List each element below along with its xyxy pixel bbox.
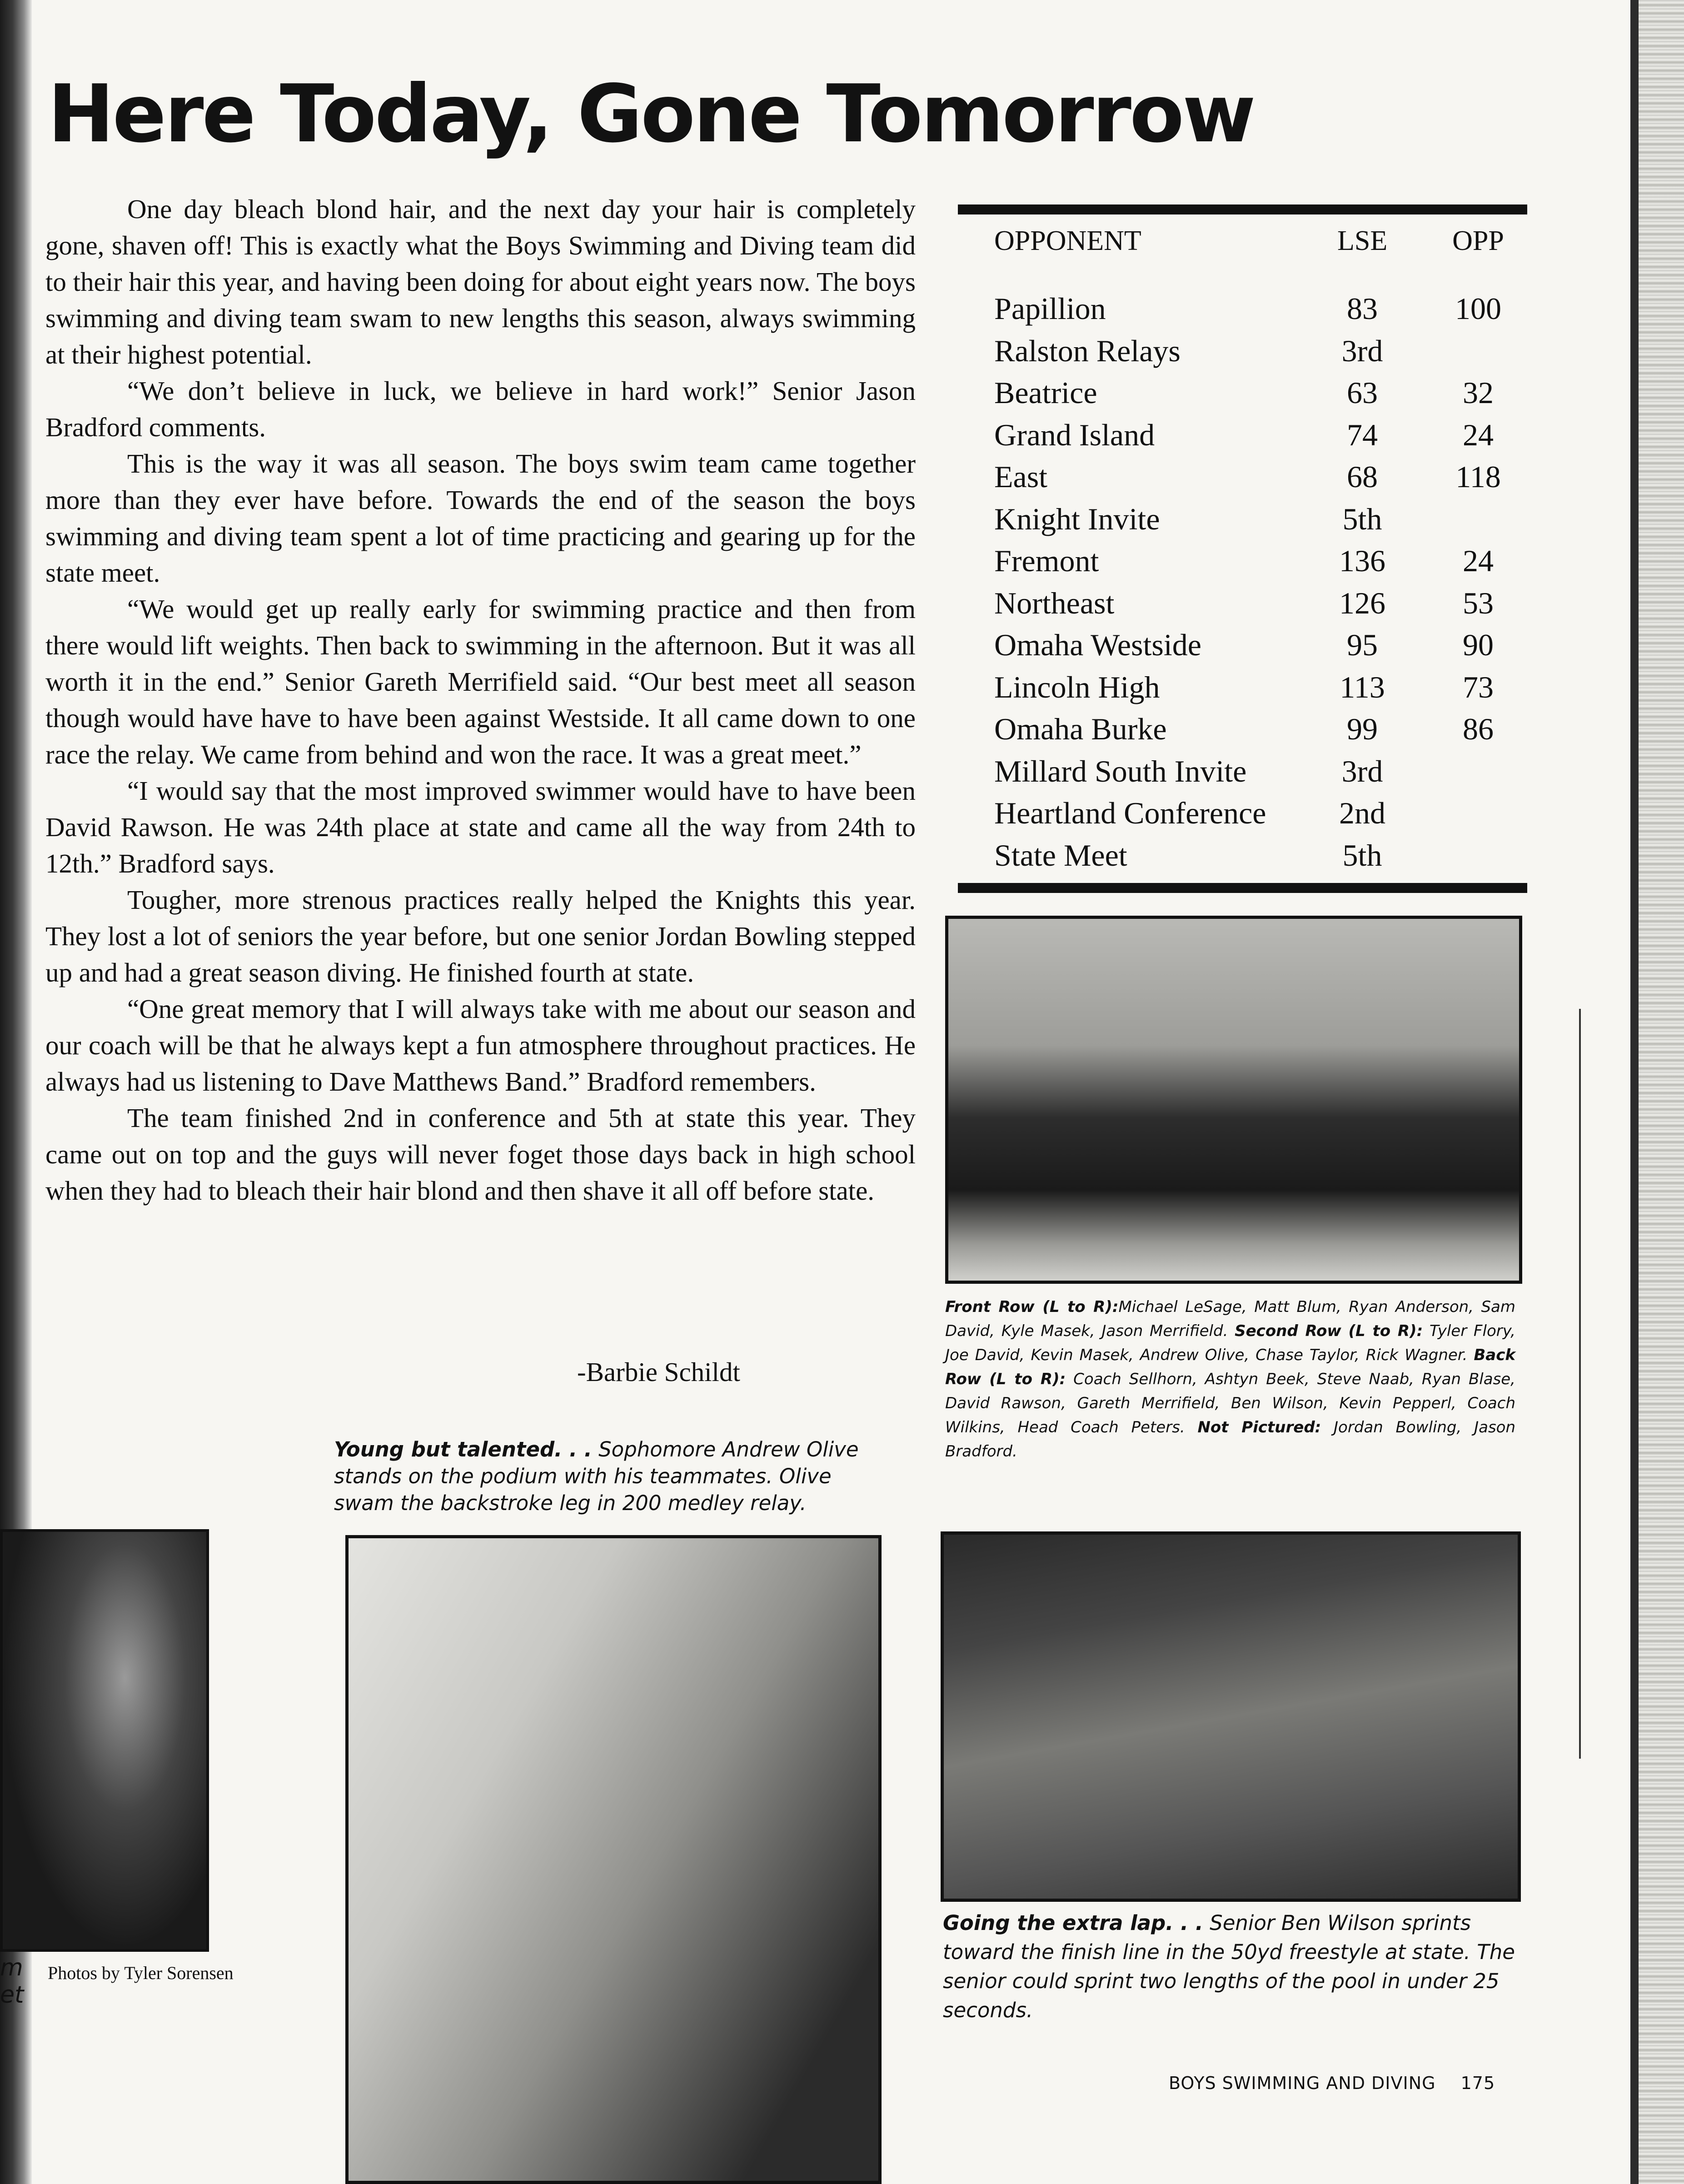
table-row bbox=[994, 291, 1527, 333]
lse-cell: 136 bbox=[1339, 544, 1385, 578]
article-body bbox=[45, 191, 916, 1209]
olive-photo-caption bbox=[334, 1436, 893, 1516]
byline: -Barbie Schildt bbox=[577, 1357, 740, 1387]
table-bottom-rule bbox=[958, 883, 1527, 893]
table-row bbox=[994, 543, 1527, 585]
caption-lead: Going the extra lap. . . bbox=[943, 1911, 1203, 1935]
opp-cell: 100 bbox=[1455, 291, 1501, 326]
table-row bbox=[994, 627, 1527, 669]
caption-label: Back Row (L to R): bbox=[945, 1346, 1515, 1388]
caption-text: Senior Ben Wilson sprints toward the finish line in the 50yd freestyle at state. The senior could sprint two lengths of the pool in under 25 seconds. bbox=[943, 1911, 1515, 2022]
opp-cell: 90 bbox=[1463, 628, 1494, 662]
photo-credit: Photos by Tyler Sorensen bbox=[48, 1963, 234, 1983]
caption-text: Sophomore Andrew Olive stands on the podium with his teammates. Olive swam the backstroke leg in 200 medley relay. bbox=[334, 1437, 859, 1515]
scoreboard-table bbox=[958, 204, 1527, 893]
opp-cell: 73 bbox=[1463, 669, 1494, 704]
opponent-cell: Beatrice bbox=[994, 375, 1097, 410]
table-row bbox=[994, 838, 1527, 879]
lse-cell: 74 bbox=[1347, 417, 1378, 452]
caption-text: Coach Sellhorn, Ashtyn Beek, Steve Naab, Ryan Blase, David Rawson, Gareth Merrifield, Ben Wilson, Kevin Pepperl, Coach Wilkins, Head Coach Peters. bbox=[945, 1370, 1515, 1436]
opponent-cell: East bbox=[994, 459, 1048, 494]
opp-cell: 24 bbox=[1463, 417, 1494, 452]
caption-text: Jordan Bowling, Jason Bradford. bbox=[945, 1418, 1516, 1461]
podium-photo bbox=[345, 1535, 882, 2184]
table-row bbox=[994, 753, 1527, 795]
team-photo-caption bbox=[945, 1295, 1515, 1464]
table-top-rule bbox=[958, 204, 1527, 214]
left-page-photo bbox=[0, 1529, 209, 1952]
opp-cell: 24 bbox=[1463, 544, 1494, 578]
opponent-cell: Omaha Burke bbox=[994, 712, 1167, 746]
page-edge bbox=[1639, 0, 1684, 2184]
lse-cell: 3rd bbox=[1341, 333, 1383, 368]
paragraph: One day bleach blond hair, and the next day your hair is completely gone, shaven off! This is exactly what the Boys Swimming and Diving team did to their hair this year, and having been doing for about eight years now. The boys swimming and diving team swam to new lengths this season, always swimming at their highest potential. bbox=[45, 194, 916, 369]
header-lse: LSE bbox=[1337, 225, 1388, 256]
swimmer-photo bbox=[941, 1531, 1521, 1902]
opponent-cell: Lincoln High bbox=[994, 669, 1160, 704]
header-opp: OPP bbox=[1452, 225, 1504, 256]
caption-label: Second Row (L to R): bbox=[1235, 1322, 1423, 1340]
lse-cell: 3rd bbox=[1341, 753, 1383, 788]
table-row bbox=[994, 501, 1527, 543]
lse-cell: 5th bbox=[1342, 501, 1382, 536]
opponent-cell: State Meet bbox=[994, 838, 1127, 873]
paragraph: “I would say that the most improved swimmer would have to have been David Rawson. He was 24th place at state and came all the way from 24th to 12th.” Bradford says. bbox=[45, 776, 916, 878]
table-row bbox=[994, 417, 1527, 459]
table-row bbox=[994, 669, 1527, 711]
paragraph: The team finished 2nd in conference and 5th at state this year. They came out on top and the guys will never foget those days back in high school when they had to bleach their hair blond and then shave it all off before state. bbox=[45, 1103, 916, 1206]
caption-label: Front Row (L to R): bbox=[945, 1298, 1119, 1316]
table-row bbox=[994, 795, 1527, 837]
lse-cell: 126 bbox=[1339, 585, 1385, 620]
paragraph: Tougher, more strenous practices really helped the Knights this year. They lost a lot of seniors the year before, but one senior Jordan Bowling stepped up and had a great season diving. He finished fourth at state. bbox=[45, 885, 916, 987]
opponent-cell: Omaha Westside bbox=[994, 628, 1201, 662]
opponent-cell: Ralston Relays bbox=[994, 333, 1181, 368]
opp-cell: 32 bbox=[1463, 375, 1494, 410]
opponent-cell: Grand Island bbox=[994, 417, 1155, 452]
lse-cell: 68 bbox=[1347, 459, 1378, 494]
fragment-text: m bbox=[0, 1954, 23, 1981]
page-title: Here Today, Gone Tomorrow bbox=[48, 68, 1254, 160]
paragraph: “We would get up really early for swimming practice and then from there would lift weights. Then back to swimming in the afternoon. But it was all worth it in the end.” Senior Gareth Merrifield said. “Our best meet all season though would have have to have been against Westside. It all came down to one race the relay. We came from behind and won the race. It was a great meet.” bbox=[45, 594, 916, 769]
lse-cell: 5th bbox=[1342, 838, 1382, 873]
opp-cell: 86 bbox=[1463, 712, 1494, 746]
paragraph: “One great memory that I will always take with me about our season and our coach will be that he always kept a fun atmosphere throughout practices. He always had us listening to Dave Matthews Band.” Bradford remembers. bbox=[45, 994, 916, 1097]
caption-text: Michael LeSage, Matt Blum, Ryan Anderson, Sam David, Kyle Masek, Jason Merrifield. bbox=[945, 1298, 1516, 1340]
opponent-cell: Northeast bbox=[994, 585, 1115, 620]
opponent-cell: Knight Invite bbox=[994, 501, 1160, 536]
lse-cell: 2nd bbox=[1339, 796, 1385, 830]
lse-cell: 83 bbox=[1347, 291, 1378, 326]
opponent-cell: Papillion bbox=[994, 291, 1106, 326]
paragraph: This is the way it was all season. The boys swim team came together more than they ever have before. Towards the end of the season the boys swimming and diving team spent a lot of time practicing and gearing up for the state meet. bbox=[45, 449, 916, 588]
table-row bbox=[994, 711, 1527, 753]
lse-cell: 63 bbox=[1347, 375, 1378, 410]
caption-label: Not Pictured: bbox=[1197, 1418, 1321, 1436]
opp-cell: 53 bbox=[1463, 585, 1494, 620]
table-row bbox=[994, 585, 1527, 627]
lse-cell: 95 bbox=[1347, 628, 1378, 662]
wilson-photo-caption bbox=[943, 1909, 1520, 2025]
left-page-fragment bbox=[0, 1954, 24, 2009]
opponent-cell: Heartland Conference bbox=[994, 796, 1266, 830]
table-row bbox=[994, 459, 1527, 501]
section-name: BOYS SWIMMING AND DIVING bbox=[1169, 2073, 1436, 2093]
table-row bbox=[994, 375, 1527, 417]
caption-text: Tyler Flory, Joe David, Kevin Masek, Andrew Olive, Chase Taylor, Rick Wagner. bbox=[945, 1322, 1516, 1364]
margin-line bbox=[1579, 1009, 1581, 1759]
page-footer bbox=[1169, 2073, 1495, 2093]
team-photo bbox=[945, 916, 1522, 1284]
lse-cell: 99 bbox=[1347, 712, 1378, 746]
page-number: 175 bbox=[1460, 2073, 1495, 2093]
lse-cell: 113 bbox=[1340, 669, 1385, 704]
opp-cell: 118 bbox=[1455, 459, 1501, 494]
opponent-cell: Fremont bbox=[994, 544, 1099, 578]
caption-lead: Young but talented. . . bbox=[334, 1437, 592, 1461]
table-row bbox=[994, 333, 1527, 375]
paragraph: “We don’t believe in luck, we believe in hard work!” Senior Jason Bradford comments. bbox=[45, 376, 916, 442]
fragment-text: et bbox=[0, 1981, 24, 2009]
page-edge-shadow bbox=[1630, 0, 1639, 2184]
opponent-cell: Millard South Invite bbox=[994, 753, 1247, 788]
header-opponent: OPPONENT bbox=[994, 225, 1141, 256]
